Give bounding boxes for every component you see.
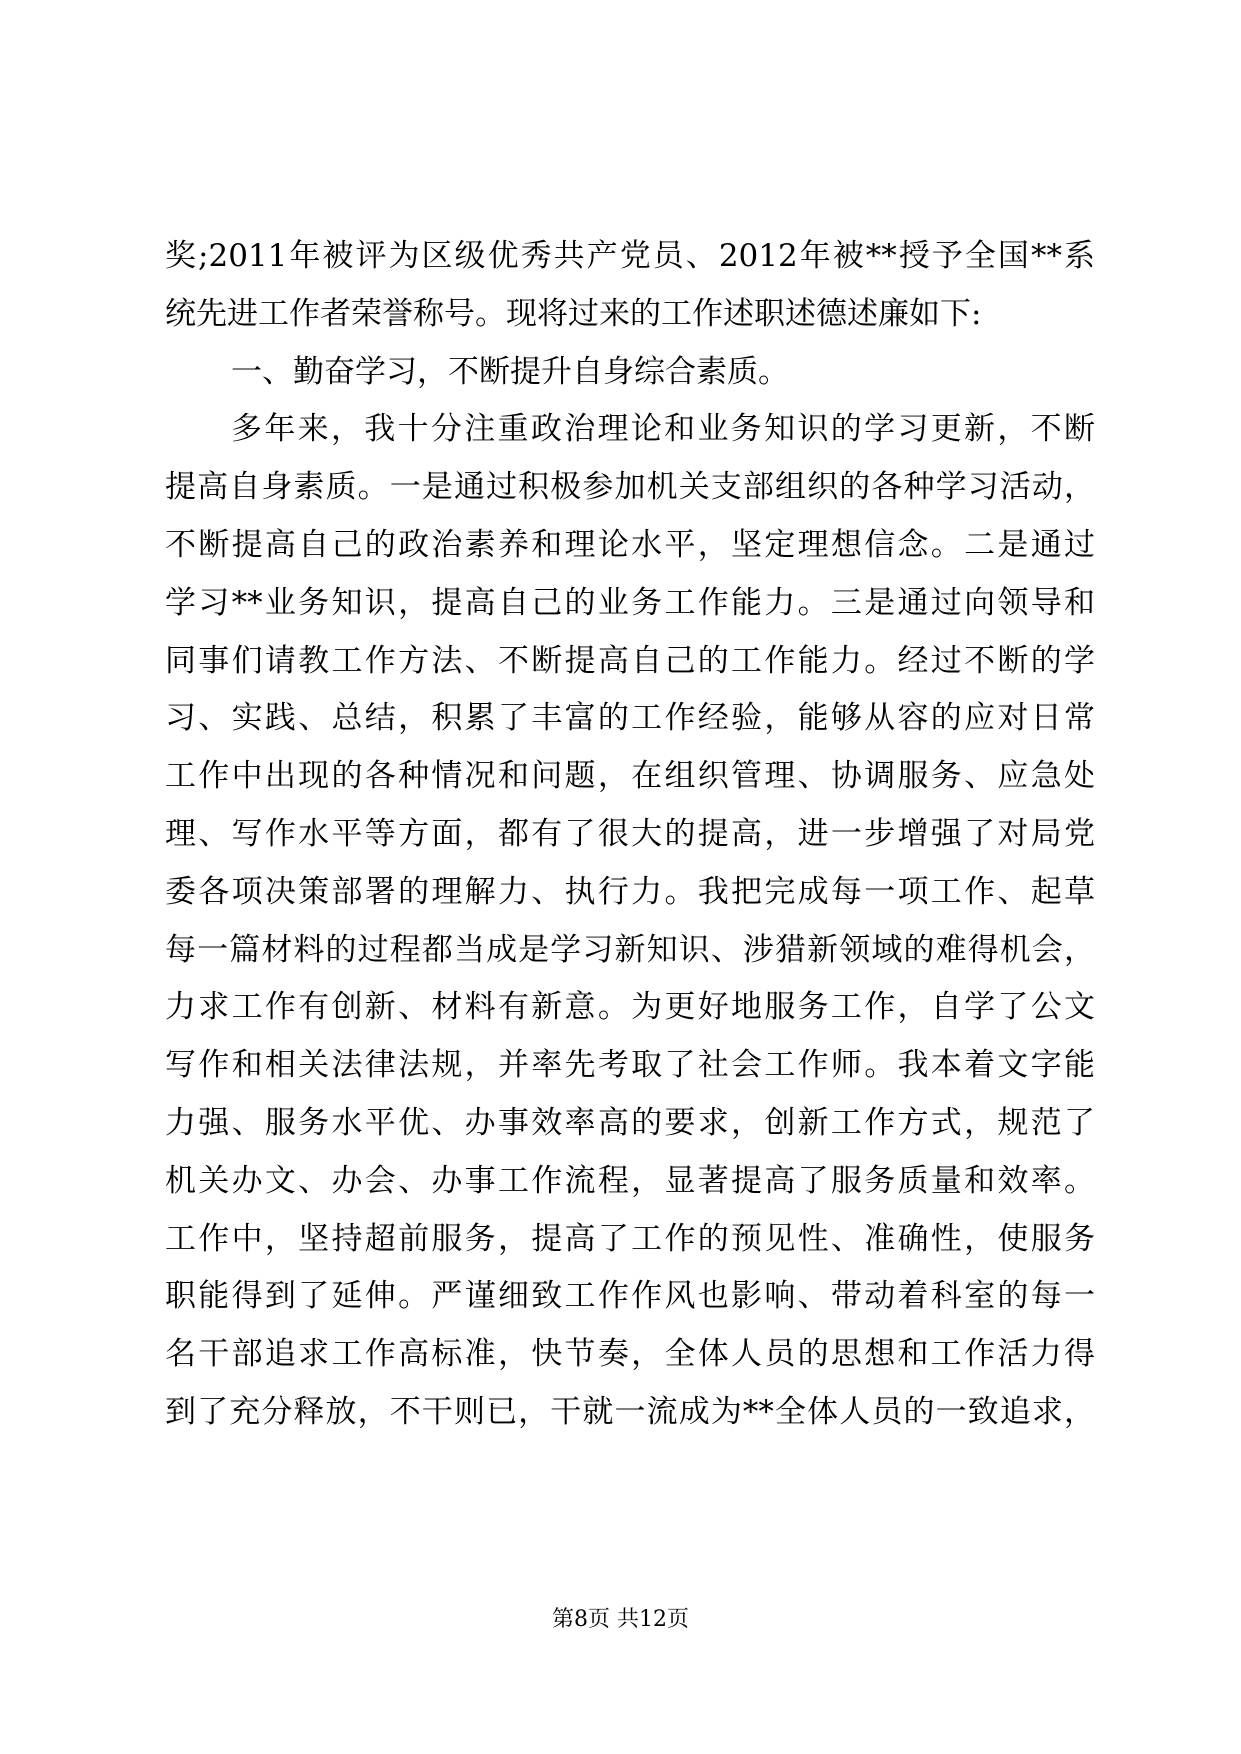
text-line: 职能得到了延伸。严谨细致工作作风也影响、带动着科室的每一	[165, 1278, 1095, 1315]
text-line: 名干部追求工作高标准，快节奏，全体人员的思想和工作活力得	[165, 1336, 1095, 1373]
text-line: 到了充分释放，不干则已，干就一流成为**全体人员的一致追求，	[165, 1393, 1095, 1430]
text-line: 学习**业务知识，提高自己的业务工作能力。三是通过向领导和	[165, 584, 1095, 621]
text-line: 每一篇材料的过程都当成是学习新知识、涉猎新领域的难得机会，	[165, 931, 1095, 968]
paragraph-first-line: 多年来，我十分注重政治理论和业务知识的学习更新，不断	[231, 411, 1095, 448]
document-body	[165, 228, 1095, 1442]
text-line: 提高自身素质。一是通过积极参加机关支部组织的各种学习活动，	[165, 469, 1095, 506]
text-line: 奖;2011年被评为区级优秀共产党员、2012年被**授予全国**系	[165, 238, 1095, 274]
text-line: 习、实践、总结，积累了丰富的工作经验，能够从容的应对日常	[165, 700, 1095, 737]
text-line: 写作和相关法律法规，并率先考取了社会工作师。我本着文字能	[165, 1047, 1095, 1084]
section-heading: 一、勤奋学习，不断提升自身综合素质。	[231, 353, 789, 390]
page-number-footer: 第8页 共12页	[552, 1607, 689, 1632]
text-line: 机关办文、办会、办事工作流程，显著提高了服务质量和效率。	[165, 1162, 1095, 1199]
text-line: 同事们请教工作方法、不断提高自己的工作能力。经过不断的学	[165, 642, 1095, 679]
text-line: 委各项决策部署的理解力、执行力。我把完成每一项工作、起草	[165, 873, 1095, 910]
text-line: 力求工作有创新、材料有新意。为更好地服务工作，自学了公文	[165, 989, 1095, 1026]
text-line: 理、写作水平等方面，都有了很大的提高，进一步增强了对局党	[165, 815, 1095, 852]
text-line: 不断提高自己的政治素养和理论水平，坚定理想信念。二是通过	[165, 526, 1095, 563]
text-line: 力强、服务水平优、办事效率高的要求，创新工作方式，规范了	[165, 1104, 1095, 1141]
text-line: 工作中出现的各种情况和问题，在组织管理、协调服务、应急处	[165, 758, 1095, 795]
text-line: 工作中，坚持超前服务，提高了工作的预见性、准确性，使服务	[165, 1220, 1095, 1257]
text-line: 统先进工作者荣誉称号。现将过来的工作述职述德述廉如下:	[165, 295, 982, 332]
